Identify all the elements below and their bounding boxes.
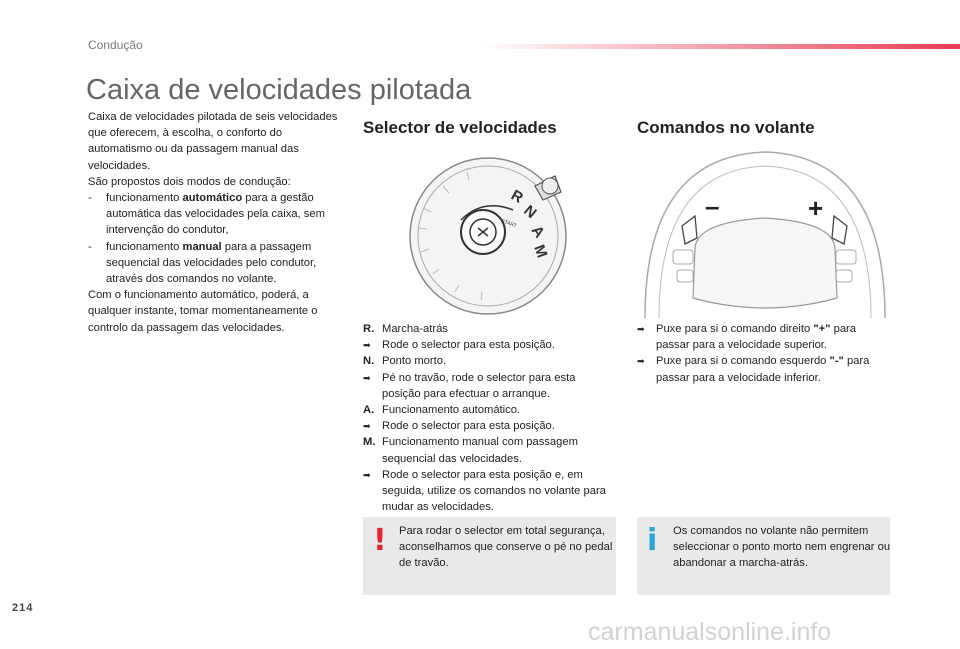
info-note bbox=[637, 517, 890, 595]
position-item: R. Marcha-atrás bbox=[363, 323, 448, 335]
position-item: M. Funcionamento manual com passagem sequencial das velocidades. bbox=[363, 436, 578, 465]
instruction-item: ➡ Puxe para si o comando esquerdo "-" para passar para a velocidade inferior. bbox=[637, 353, 892, 385]
intro-paragraph: Caixa de velocidades pilotada de seis velocidades que oferecem, à escolha, o conforto do automatismo ou da passagem manual das velocidades. bbox=[88, 111, 338, 172]
wheel-heading: Comandos no volante bbox=[637, 118, 815, 137]
wheel-instructions-list bbox=[637, 321, 892, 386]
info-icon: i bbox=[647, 523, 658, 558]
mode-text: funcionamento automático para a gestão automática das velocidades pela caixa, sem intervenção do condutor, bbox=[106, 192, 325, 237]
paddle-plus-label: + bbox=[808, 193, 824, 223]
arrow-bullet-icon: ➡ bbox=[363, 372, 371, 383]
header-rule bbox=[480, 44, 960, 49]
gear-selector-illustration bbox=[363, 148, 613, 318]
arrow-bullet-icon: ➡ bbox=[637, 324, 645, 334]
arrow-bullet-icon: ➡ bbox=[363, 421, 371, 432]
intro-paragraph: São propostos dois modos de condução: bbox=[88, 175, 291, 188]
dial-letter-m: M bbox=[530, 242, 551, 261]
warning-note bbox=[363, 517, 616, 595]
mode-text: funcionamento manual para a passagem sequencial das velocidades pelo condutor, através dos comandos no volante. bbox=[106, 240, 317, 286]
selector-positions-list bbox=[363, 321, 608, 515]
mode-item bbox=[88, 239, 343, 288]
dash-marker: - bbox=[88, 240, 92, 253]
page-title: Caixa de velocidades pilotada bbox=[86, 74, 472, 106]
dial-letter-n: N bbox=[520, 202, 540, 223]
instruction-item: ➡ Puxe para si o comando direito "+" para passar para a velocidade superior. bbox=[637, 321, 892, 353]
warning-text: Para rodar o selector em total segurança, aconselhamos que conserve o pé no pedal de travão. bbox=[399, 525, 613, 570]
arrow-bullet-icon: ➡ bbox=[363, 469, 371, 480]
selector-heading: Selector de velocidades bbox=[363, 118, 557, 137]
position-item: A. Funcionamento automático. bbox=[363, 404, 521, 417]
watermark: carmanualsonline.info bbox=[588, 618, 832, 646]
dash-marker: - bbox=[88, 192, 92, 205]
instruction-item: ➡ Rode o selector para esta posição. bbox=[363, 337, 608, 353]
instruction-item: ➡ Rode o selector para esta posição e, em seguida, utilize os comandos no volante para mudar as velocidades. bbox=[363, 467, 608, 516]
arrow-bullet-icon: ➡ bbox=[637, 356, 645, 367]
arrow-bullet-icon: ➡ bbox=[363, 340, 371, 351]
page-number: 214 bbox=[12, 602, 34, 614]
instruction-item: ➡ Rode o selector para esta posição. bbox=[363, 418, 608, 434]
paddle-minus-label: – bbox=[705, 191, 720, 221]
steering-wheel-illustration bbox=[637, 148, 892, 318]
intro-text bbox=[88, 109, 343, 336]
intro-paragraph: Com o funcionamento automático, poderá, a qualquer instante, tomar momentaneamente o controlo da passagem das velocidades. bbox=[88, 289, 318, 334]
section-label: Condução bbox=[88, 38, 143, 52]
mode-item bbox=[88, 190, 343, 239]
instruction-item: ➡ Pé no travão, rode o selector para esta posição para efectuar o arranque. bbox=[363, 370, 608, 402]
dial-letter-r: R bbox=[508, 186, 526, 207]
dial-start-label: START bbox=[500, 218, 518, 230]
dial-letter-a: A bbox=[527, 222, 548, 242]
position-item: N. Ponto morto. bbox=[363, 355, 447, 368]
warning-icon: ! bbox=[373, 523, 387, 558]
info-text: Os comandos no volante não permitem seleccionar o ponto morto nem engrenar ou abandonar a marcha-atrás. bbox=[673, 525, 891, 570]
